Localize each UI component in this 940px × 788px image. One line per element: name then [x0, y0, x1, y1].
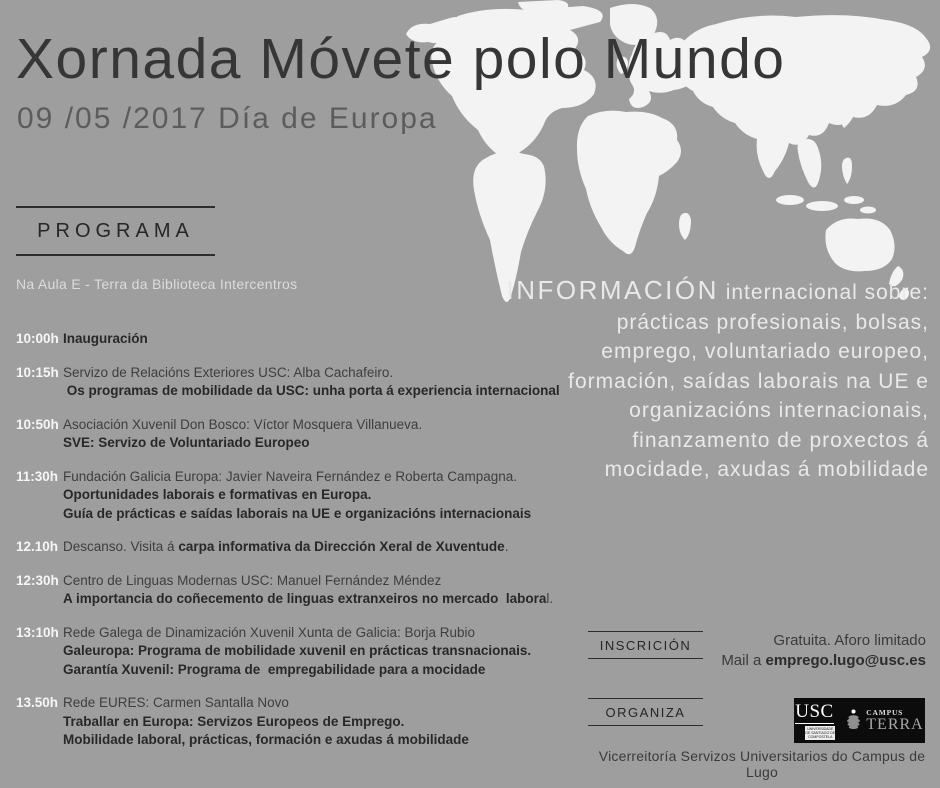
- schedule-lines: [63, 538, 508, 557]
- schedule-item: [16, 624, 636, 680]
- info-line: organizacións internacionais,: [629, 399, 929, 422]
- schedule-line: [63, 731, 469, 750]
- schedule-text-segment: Mobilidade laboral, prácticas, formación e axudas á mobilidade: [63, 732, 469, 747]
- campus-terra-logo: [845, 708, 923, 734]
- registration-note: Gratuita. Aforo limitado: [773, 632, 926, 649]
- info-first-line-rest: internacional sobre:: [718, 281, 929, 304]
- info-line: prácticas profesionais, bolsas,: [616, 310, 929, 334]
- poster-subtitle: 09 /05 /2017 Día de Europa: [17, 102, 438, 135]
- campus-label: CAMPUS: [866, 707, 904, 717]
- campus-terra-text: [866, 708, 923, 734]
- organiza-heading: [588, 698, 703, 726]
- schedule-line: [63, 713, 469, 732]
- schedule-text-segment: Inauguración: [63, 331, 148, 346]
- schedule-text-segment: A importancia do coñecemento de linguas extranxeiros no mercado labora: [63, 591, 547, 606]
- info-line: finanzamento de proxectos á: [632, 428, 929, 452]
- programa-heading-label: PROGRAMA: [37, 219, 194, 242]
- inscricion-heading: [588, 631, 703, 659]
- schedule-lines: [63, 468, 531, 524]
- registration-details: [721, 631, 926, 671]
- poster-title: Xornada Móvete polo Mundo: [16, 27, 786, 91]
- schedule-line: [63, 590, 553, 609]
- schedule-time: 10:50h: [16, 416, 59, 432]
- schedule-line: [63, 505, 531, 524]
- campus-terra-tree-icon: [845, 708, 862, 732]
- schedule-line: [63, 624, 531, 643]
- schedule-text-segment: Rede Galega de Dinamización Xuvenil Xunta de Galicia: Borja Rubio: [63, 624, 475, 640]
- schedule-text-segment: Fundación Galicia Europa: Javier Naveira Fernández e Roberta Campagna.: [63, 468, 517, 484]
- schedule-line: [63, 468, 531, 487]
- schedule-line: [63, 572, 553, 591]
- usc-campus-terra-logo: [794, 698, 925, 743]
- schedule-item: [16, 572, 636, 609]
- schedule-time: 10:15h: [16, 364, 59, 380]
- info-lines: [499, 308, 929, 485]
- schedule-text-segment: Garantía Xuvenil: Programa de empregabilidade para a mocidade: [63, 661, 486, 677]
- organiza-heading-label: ORGANIZA: [605, 704, 686, 720]
- schedule-text-segment: SVE: Servizo de Voluntariado Europeo: [63, 435, 310, 450]
- schedule-text-segment: l.: [546, 591, 554, 606]
- schedule-lines: [63, 416, 422, 453]
- schedule-line: [63, 434, 422, 453]
- schedule-line: [63, 382, 560, 401]
- schedule-line: [63, 486, 531, 505]
- venue-text: Na Aula E - Terra da Biblioteca Intercentros: [16, 276, 298, 292]
- schedule-text-segment: Servizo de Relacións Exteriores USC: Alba Cachafeiro.: [63, 364, 394, 380]
- schedule-lines: [63, 364, 560, 401]
- schedule-time: 13:10h: [16, 624, 59, 640]
- schedule-text-segment: Oportunidades laborais e formativas en Europa.: [63, 487, 372, 502]
- organiza-footer: Vicerreitoría Servizos Universitarios do Campus de Lugo: [598, 748, 926, 780]
- schedule-lines: [63, 624, 531, 680]
- schedule-line: [63, 364, 560, 383]
- registration-email: emprego.lugo@usc.es: [765, 652, 926, 669]
- schedule-text-segment: Rede EURES: Carmen Santalla Novo: [63, 695, 289, 710]
- info-first-line: [499, 276, 929, 308]
- schedule-time: 12.10h: [16, 539, 59, 554]
- schedule-time: 13.50h: [16, 695, 59, 710]
- schedule-lines: [63, 572, 553, 609]
- info-lead-word: INFORMACIÓN: [506, 275, 719, 305]
- schedule-line: [63, 661, 531, 680]
- programa-heading: [16, 206, 215, 256]
- usc-logo-text: USC: [795, 700, 834, 722]
- schedule-item: [16, 694, 636, 750]
- schedule-lines: [63, 694, 469, 750]
- schedule-line: [63, 416, 422, 435]
- schedule-line: [63, 642, 531, 661]
- schedule-text-segment: Descanso. Visita á: [63, 539, 179, 554]
- schedule-text-segment: Galeuropa: Programa de mobilidade xuvenil en prácticas transnacionais.: [63, 643, 532, 658]
- schedule-text-segment: Guía de prácticas e saídas laborais na UE e organizacións internacionais: [63, 505, 532, 521]
- schedule-text-segment: Os programas de mobilidade da USC: unha porta á experiencia internacional: [63, 383, 560, 398]
- schedule-line: [63, 330, 148, 349]
- schedule-time: 10:00h: [16, 331, 59, 346]
- schedule-text-segment: Asociación Xuvenil Don Bosco: Víctor Mosquera Villanueva.: [63, 416, 423, 432]
- schedule-item: [16, 538, 636, 557]
- info-block: [499, 276, 929, 485]
- schedule-line: [63, 538, 508, 557]
- mail-prefix: Mail a: [721, 652, 766, 669]
- inscricion-heading-label: INSCRICIÓN: [599, 637, 692, 653]
- schedule-text-segment: Centro de Linguas Modernas USC: Manuel Fernández Méndez: [63, 572, 442, 588]
- usc-logo-subtext: UNIVERSIDADE DE SANTIAGO DE COMPOSTELA: [805, 726, 836, 739]
- terra-label: TERRA: [866, 715, 924, 733]
- info-line: emprego, voluntariado europeo,: [601, 340, 929, 363]
- registration-mail-line: [721, 651, 926, 671]
- schedule-text-segment: .: [504, 539, 509, 554]
- schedule-text-segment: Traballar en Europa: Servizos Europeos de Emprego.: [63, 713, 405, 729]
- info-line: mocidade, axudas á mobilidade: [604, 458, 929, 481]
- schedule-lines: [63, 330, 148, 349]
- usc-logo: [795, 702, 835, 740]
- schedule-line: [63, 694, 469, 713]
- schedule-time: 12:30h: [16, 572, 59, 588]
- info-line: formación, saídas laborais na UE e: [568, 369, 929, 393]
- schedule-text-segment: carpa informativa da Dirección Xeral de Xuventude: [178, 539, 505, 554]
- schedule-time: 11:30h: [16, 468, 59, 484]
